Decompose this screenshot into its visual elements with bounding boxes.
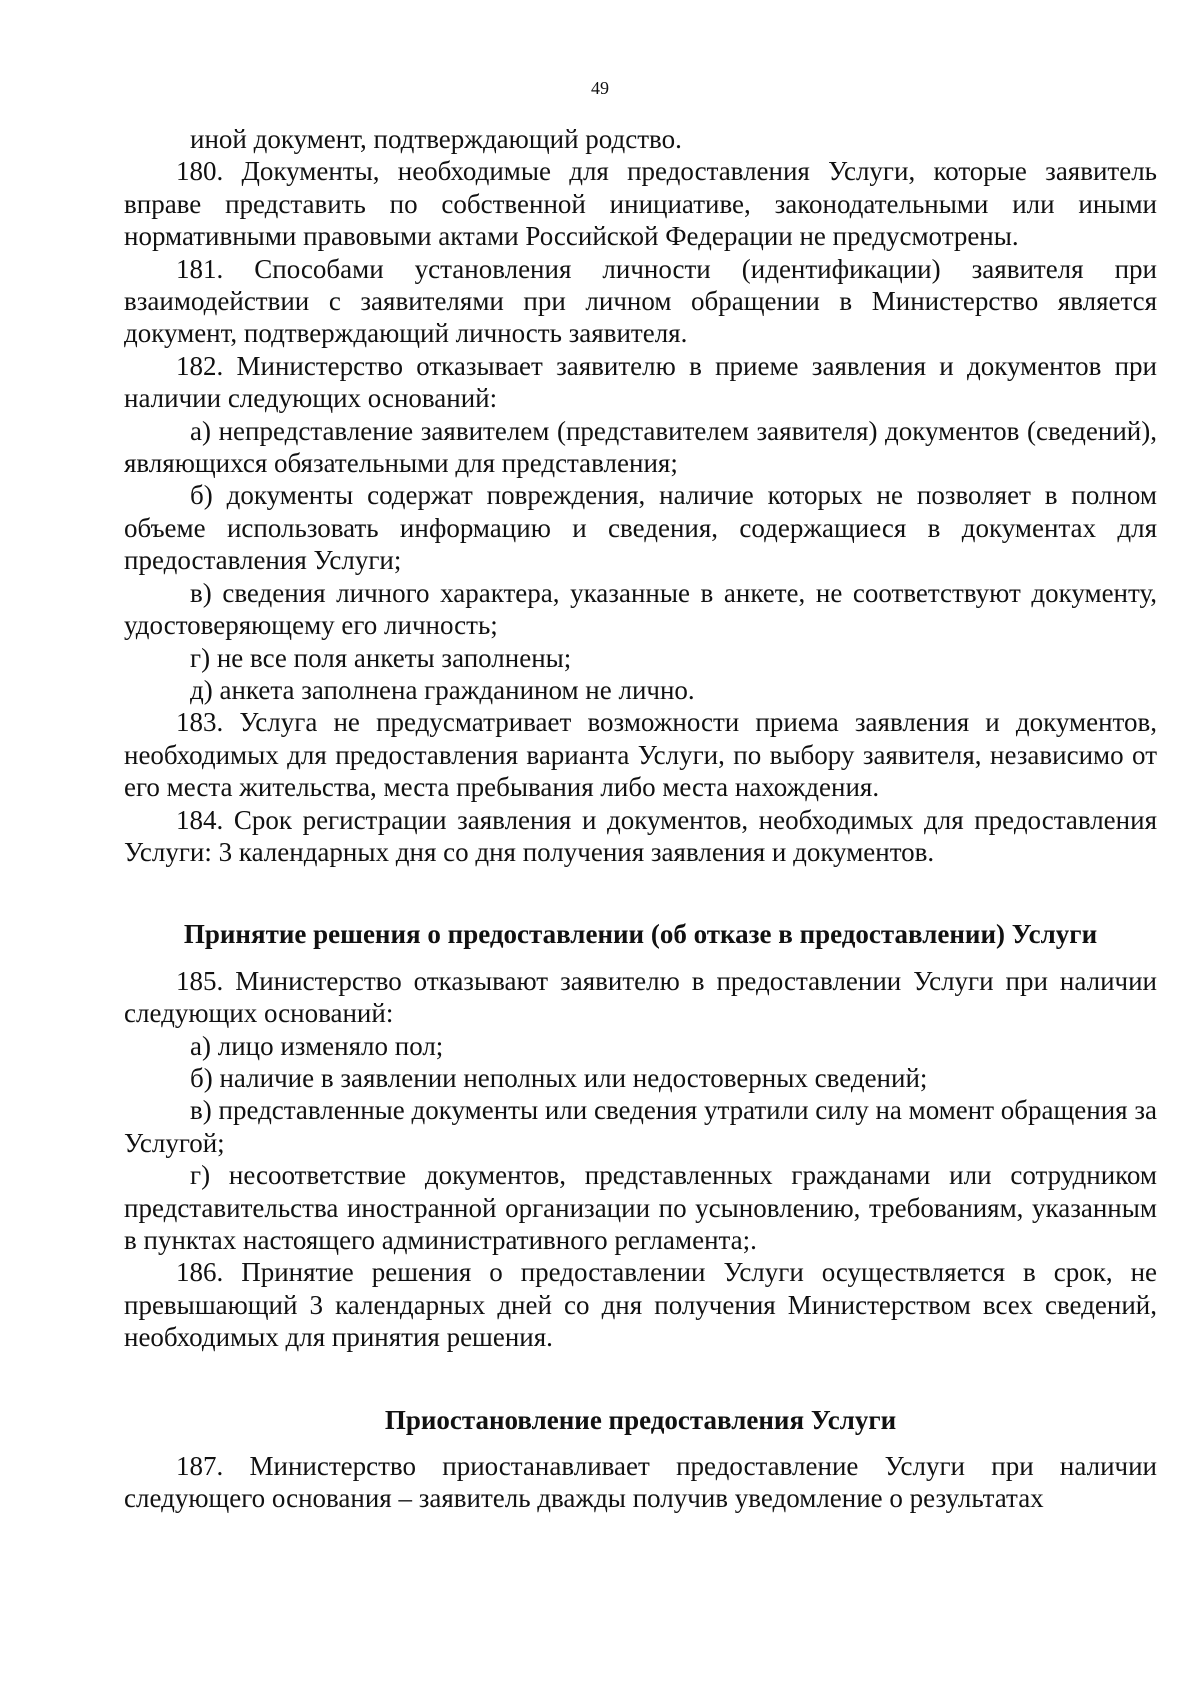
paragraph-182: 182. Министерство отказывает заявителю в приеме заявления и документов при наличии следующих оснований: xyxy=(124,350,1157,414)
paragraph-187: 187. Министерство приостанавливает предоставление Услуги при наличии следующего основания – заявитель дважды получив уведомление о результатах xyxy=(124,1451,1157,1514)
list-item-185-g: г) несоответствие документов, представленных гражданами или сотрудником представительства иностранной организации по усыновлению, требованиям, указанным в пунктах настоящего административного регламента;. xyxy=(124,1160,1157,1255)
list-item-182-g: г) не все поля анкеты заполнены; xyxy=(190,642,572,673)
paragraph-183: 183. Услуга не предусматривает возможности приема заявления и документов, необходимых для предоставления варианта Услуги, по выбору заявителя, независимо от его места жительства, места пребывания либо места нахождения. xyxy=(124,707,1157,803)
list-item-182-b: б) документы содержат повреждения, наличие которых не позволяет в полном объеме использовать информацию и сведения, содержащиеся в документах для предоставления Услуги; xyxy=(124,480,1157,576)
list-item-185-a: а) лицо изменяло пол; xyxy=(190,1030,444,1061)
list-item-185-b: б) наличие в заявлении неполных или недостоверных сведений; xyxy=(190,1062,928,1093)
paragraph-186: 186. Принятие решения о предоставлении Услуги осуществляется в срок, не превышающий 3 календарных дней со дня получения Министерством всех сведений, необходимых для принятия решения. xyxy=(124,1257,1157,1353)
section-heading-decision: Принятие решения о предоставлении (об отказе в предоставлении) Услуги xyxy=(183,919,1098,950)
section-heading-suspension: Приостановление предоставления Услуги xyxy=(384,1404,897,1435)
page-number: 49 xyxy=(591,78,609,98)
list-item-182-v: в) сведения личного характера, указанные в анкете, не соответствуют документу, удостоверяющему его личность; xyxy=(124,577,1157,641)
paragraph-184: 184. Срок регистрации заявления и документов, необходимых для предоставления Услуги: 3 календарных дня со дня получения заявления и документов. xyxy=(124,804,1157,867)
list-item-185-v: в) представленные документы или сведения утратили силу на момент обращения за Услугой; xyxy=(124,1095,1157,1158)
paragraph-180: 180. Документы, необходимые для предоставления Услуги, которые заявитель вправе представить по собственной инициативе, законодательными или иными нормативными правовыми актами Российской Федерации не предусмотрены. xyxy=(124,156,1157,252)
list-item-182-d: д) анкета заполнена гражданином не лично. xyxy=(190,674,695,705)
document-body xyxy=(124,123,1157,1515)
paragraph-181: 181. Способами установления личности (идентификации) заявителя при взаимодействии с заявителями при личном обращении в Министерство является документ, подтверждающий личность заявителя. xyxy=(124,253,1157,349)
paragraph-continuation: иной документ, подтверждающий родство. xyxy=(190,124,682,154)
paragraph-185: 185. Министерство отказывают заявителю в предоставлении Услуги при наличии следующих оснований: xyxy=(124,965,1157,1029)
list-item-182-a: а) непредставление заявителем (представителем заявителя) документов (сведений), являющихся обязательными для представления; xyxy=(124,415,1157,479)
